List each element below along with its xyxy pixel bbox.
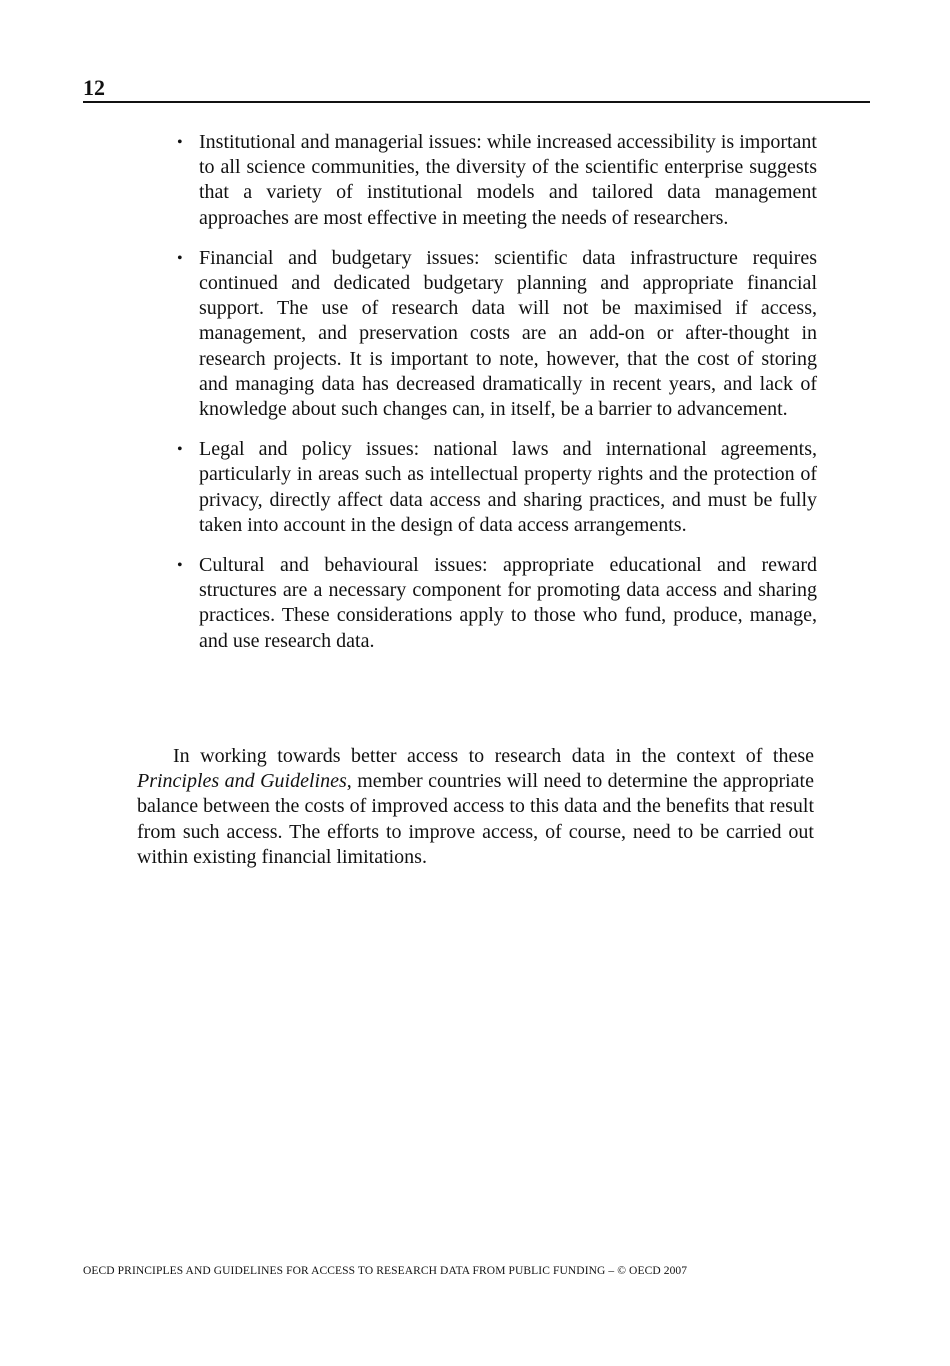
closing-paragraph [137, 744, 814, 870]
bullet-marker: • [177, 557, 183, 575]
page-footer: OECD PRINCIPLES AND GUIDELINES FOR ACCESS TO RESEARCH DATA FROM PUBLIC FUNDING – © OECD 2007 [83, 1265, 688, 1277]
bullet-item-cultural [175, 553, 817, 654]
page-number: 12 [83, 75, 105, 100]
bullet-text: Cultural and behavioural issues: appropriate educational and reward structures are a necessary component for promoting data access and sharing practices. These considerations apply to those who fund, produce, manage, and use research data. [199, 554, 817, 652]
header-rule [83, 101, 870, 103]
closing-paragraph-lead: In working towards better access to research data in the context of these [173, 745, 814, 767]
bullet-list [175, 130, 817, 669]
bullet-marker: • [177, 249, 183, 267]
bullet-item-institutional [175, 130, 817, 231]
closing-paragraph-rest: , member countries will need to determine the appropriate balance between the costs of improved access to this data and the benefits that result from such access. The efforts to improve access, of course, need to be carried out within existing financial limitations. [137, 770, 814, 868]
bullet-item-financial [175, 246, 817, 422]
bullet-text: Financial and budgetary issues: scientific data infrastructure requires continued and dedicated budgetary planning and appropriate financial support. The use of research data will not be maximised if access, management, and preservation costs are an add-on or after-thought in research projects. It is important to note, however, that the cost of storing and managing data has decreased dramatically in recent years, and lack of knowledge about such changes can, in itself, be a barrier to advancement. [199, 246, 817, 421]
closing-paragraph-title: Principles and Guidelines [137, 770, 347, 793]
bullet-marker: • [177, 134, 183, 151]
bullet-marker: • [177, 441, 183, 459]
bullet-text: Legal and policy issues: national laws and international agreements, particularly in areas such as intellectual property rights and the protection of privacy, directly affect data access and sharing practices, and must be fully taken into account in the design of data access arrangements. [199, 438, 817, 536]
bullet-item-legal [175, 437, 817, 538]
bullet-text: Institutional and managerial issues: while increased accessibility is important to all science communities, the diversity of the scientific enterprise suggests that a variety of institutional models and tailored data management approaches are most effective in meeting the needs of researchers. [199, 131, 817, 229]
